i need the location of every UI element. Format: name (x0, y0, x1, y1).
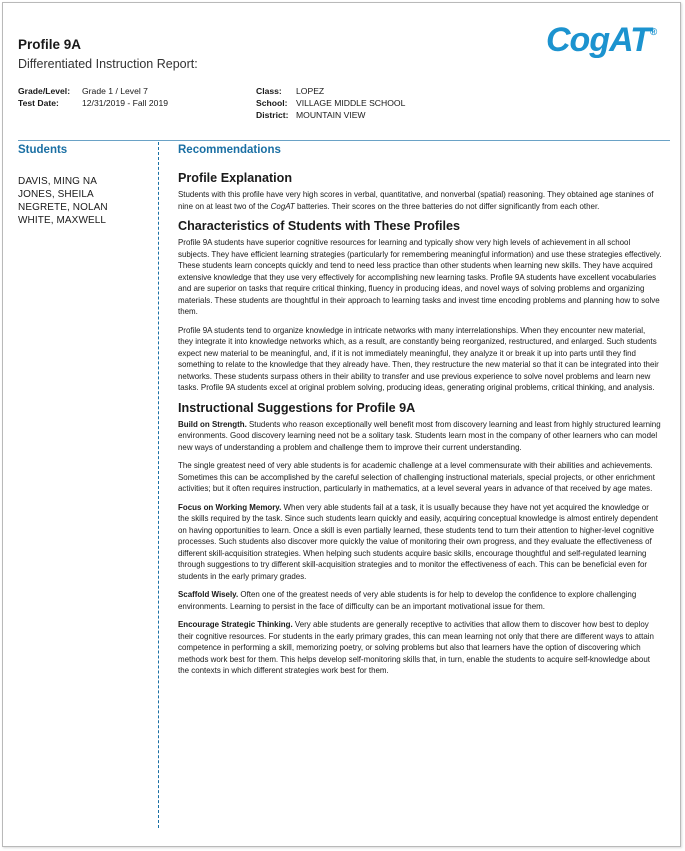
district-label: District: (256, 110, 289, 120)
build-on-strength-paragraph (178, 419, 662, 454)
strategic-thinking-text: Very able students are generally receptive to activities that allow them to discover how best to deploy their cognitive resources. For students in the early primary grades, this can mean learning not only that there are different ways to attain competence in performing a skill, memorizing poetry, or solving problems but also that learners have the option of discovering which methods work best for them. This helps develop self-monitoring skills that, in turn, enable the students to acquire self-knowledge about the contexts in which different strategies work best for them. (178, 620, 654, 675)
header-rule (18, 140, 670, 141)
test-date-value: 12/31/2019 - Fall 2019 (82, 98, 169, 108)
grade-info (18, 85, 168, 109)
school-label: School: (256, 98, 288, 108)
grade-value: Grade 1 / Level 7 (82, 86, 148, 96)
characteristics-paragraph: Profile 9A students tend to organize knowledge in intricate networks with many interrelationships. When they encounter new material, they integrate it into knowledge networks which, as a result, are constantly being reorganized, restructured, and enlarged. Such students expect new material to be meaningful, and, if it is not immediately meaningful, they analyze it or break it up into parts until they find something to relate to the knowledge that they already have. Then, they restructure the new material so that it can be integrated into their networks. These students surpass others in their ability to transfer and use previous experience to solve novel problems and learn new tasks. Profile 9A students excel at original problem solving, producing ideas, generating original problems, critical thinking, and analysis. (178, 325, 659, 392)
explanation-text-b: batteries. Their scores on the three batteries do not differ significantly from each other. (294, 201, 600, 211)
profile-explanation-text (178, 189, 662, 212)
academic-challenge-paragraph: The single greatest need of very able students is for academic challenge at a level commensurate with their abilities and achievements. Sometimes this can be accomplished by the careful selection of challenging instructional materials, special projects, or other enrichment activities; but it often requires instruction, particularly in mathematics, at a level several years in advance of that received by age mates. (178, 461, 655, 493)
class-value: LOPEZ (296, 86, 325, 96)
cogat-logo (546, 21, 656, 60)
student-name: DAVIS, MING NA (18, 176, 98, 187)
working-memory-text: When very able students fail at a task, it is usually because they have not yet acquired the knowledge or the skills required by the task. Since such students learn quickly and easily, acquiring conceptual knowledge is almost entirely dependent on having opportunities to learn. Once a skill is even partially learned, these students tend to turn their attention to higher-level cognitive processes. Such students also discover more quickly the value of monitoring their own progress, and they evaluate the effectiveness of different skill-acquisition strategies. When helping such students acquire basic skills, encourage thoughtful and self-regulated learning through suggestions to try different skill-acquisition strategies and to monitor the effectiveness of each. This can be beneficial even for students in the early primary grades. (178, 502, 658, 581)
report-title: Profile 9A (18, 37, 82, 52)
district-value: MOUNTAIN VIEW (296, 110, 366, 120)
student-name: WHITE, MAXWELL (18, 215, 107, 226)
test-date-label: Test Date: (18, 98, 59, 108)
school-info (256, 85, 405, 121)
recommendations-column-heading: Recommendations (178, 144, 281, 156)
report-subtitle: Differentiated Instruction Report: (18, 57, 198, 71)
build-on-strength-text: Students who reason exceptionally well benefit most from discovery learning and least from highly structured learning environments. Good discovery learning need not be a solitary task. Students learn most in the company of other learners who can model new ways of understanding a problem and challenge them to improve their current understanding. (178, 419, 661, 452)
grade-label: Grade/Level: (18, 86, 71, 96)
section-heading-characteristics: Characteristics of Students with These Profiles (178, 219, 461, 233)
logo-text: CogAT (546, 21, 650, 59)
student-list (18, 175, 108, 227)
section-heading-profile-explanation: Profile Explanation (178, 171, 293, 185)
scaffold-paragraph (178, 589, 662, 612)
working-memory-paragraph (178, 502, 662, 583)
registered-mark: ® (649, 26, 657, 38)
class-label: Class: (256, 86, 282, 96)
students-column-heading: Students (18, 144, 68, 156)
student-name: JONES, SHEILA (18, 189, 94, 200)
scaffold-text: Often one of the greatest needs of very able students is for help to develop the confidence to explore challenging environments. Learning to persist in the face of difficulty can be an important motivational issue for them. (178, 590, 637, 611)
section-heading-suggestions: Instructional Suggestions for Profile 9A (178, 400, 416, 415)
scaffold-lead: Scaffold Wisely. (178, 590, 239, 599)
build-on-strength-lead: Build on Strength. (178, 419, 247, 429)
strategic-thinking-paragraph (178, 619, 662, 677)
school-value: VILLAGE MIDDLE SCHOOL (296, 98, 406, 108)
explanation-text-a: Students with this profile have very high scores in verbal, quantitative, and nonverbal (spatial) reasoning. They obtained age stanines of nine on at least two of the (178, 190, 654, 211)
recommendations-content (178, 171, 662, 684)
strategic-thinking-lead: Encourage Strategic Thinking. (178, 620, 293, 629)
student-name: NEGRETE, NOLAN (18, 202, 108, 213)
characteristics-paragraph: Profile 9A students have superior cognitive resources for learning and typically show very high levels of achievement in all school subjects. They have efficient learning strategies (particularly for remembering meaningful information) and use these strategies effectively. These students learn concepts quickly and tend to need less practice than other students when learning new skills. They have acquired extensive knowledge that they use very effectively for accomplishing new learning tasks. Profile 9A students have excellent vocabularies and are superior on tasks that require critical thinking, fluency in producing ideas, and novel ways of solving problems and organizing materials. These students are thoughtful in their approach to learning tasks and invest time encoding problems and planning how to solve them. (178, 238, 662, 316)
column-divider (158, 142, 159, 828)
working-memory-lead: Focus on Working Memory. (178, 502, 282, 512)
explanation-cogat: CogAT (270, 201, 295, 211)
